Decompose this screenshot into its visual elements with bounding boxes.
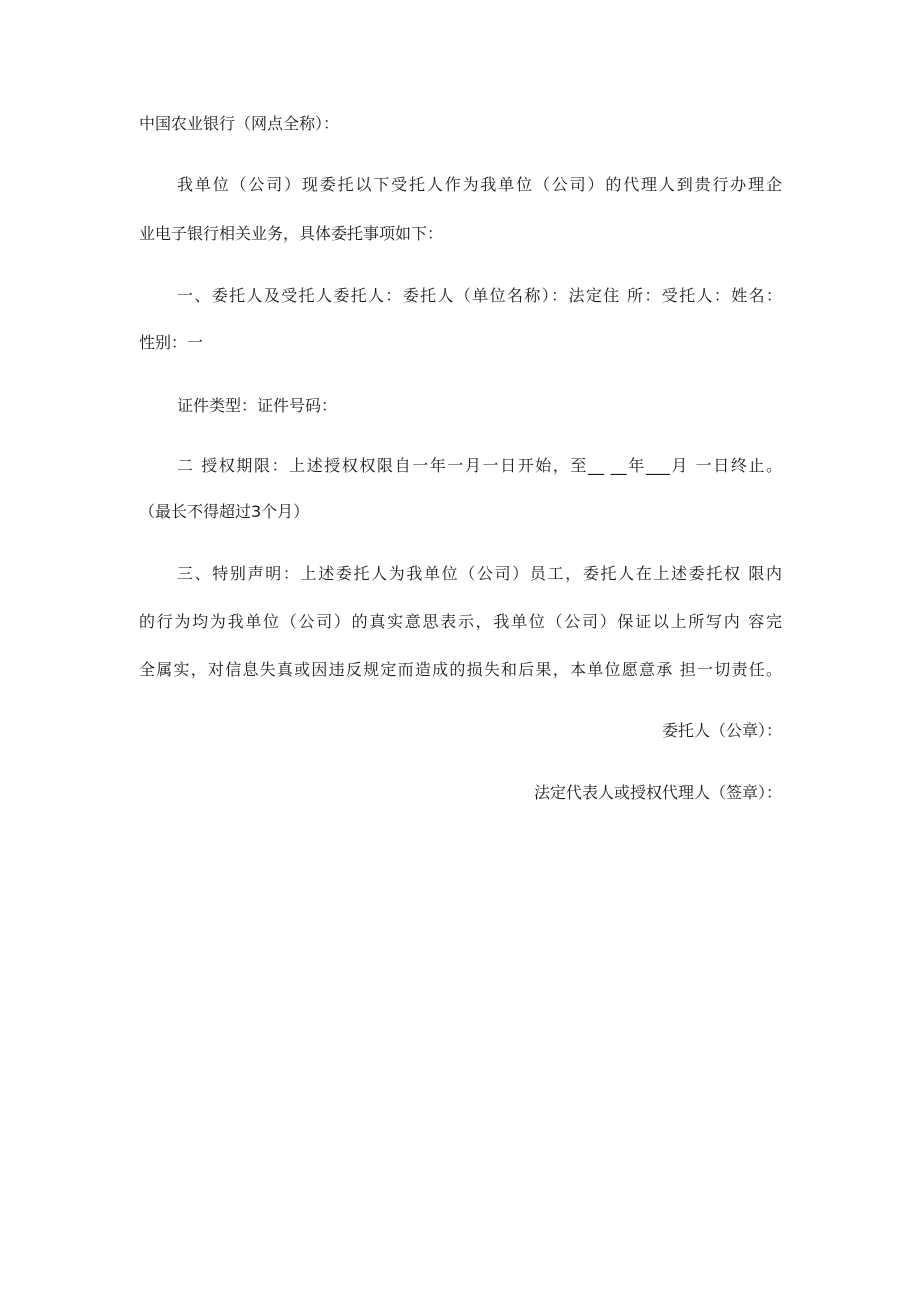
salutation: 中国农业银行（网点全称）： bbox=[139, 114, 340, 133]
section2-line-2: （最长不得超过3个月） bbox=[139, 502, 310, 521]
principal-seal-label: 委托人（公章）： bbox=[661, 721, 782, 740]
id-line: 证件类型：证件号码： bbox=[177, 396, 338, 415]
intro-line-2: 业电子银行相关业务，具体委托事项如下： bbox=[139, 224, 444, 243]
section3-line-3: 全属实，对信息失真或因违反规定而造成的损失和后果，本单位愿意承 担一切责任。 bbox=[139, 660, 782, 679]
section3-line-2: 的行为均为我单位（公司）的真实意思表示，我单位（公司）保证以上所写内 容完 bbox=[139, 612, 782, 631]
section1-line-1: 一、委托人及受托人委托人：委托人（单位名称）：法定住 所：受托人：姓名： bbox=[177, 286, 782, 305]
representative-seal-label: 法定代表人或授权代理人（签章）： bbox=[533, 783, 782, 802]
intro-line-1: 我单位（公司）现委托以下受托人作为我单位（公司）的代理人到贵行办理企 bbox=[177, 175, 782, 194]
section2-line-1: 二 授权期限：上述授权权限自一年一月一日开始，至__ __年___月 一日终止。 bbox=[177, 456, 782, 475]
section1-line-2: 性别：一 bbox=[139, 333, 204, 352]
section3-line-1: 三、特别声明：上述委托人为我单位（公司）员工，委托人在上述委托权 限内 bbox=[177, 564, 782, 583]
